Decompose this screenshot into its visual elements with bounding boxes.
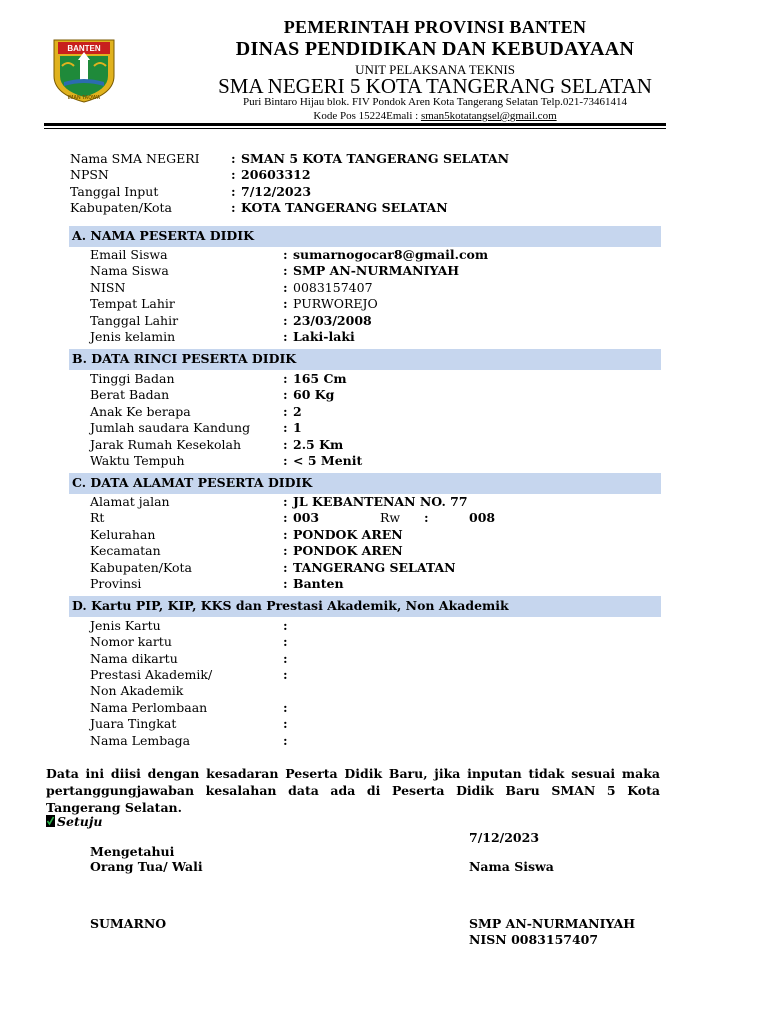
field-label: Non Akademik [90,683,184,698]
banten-logo [46,36,122,104]
field-colon: : [283,651,288,666]
rt-value: 003 [293,510,320,525]
field-label: Kelurahan [90,527,156,542]
field-value: JL KEBANTENAN NO. 77 [293,494,468,509]
header-address: Puri Bintaro Hijau blok. FIV Pondok Aren Kota Tangerang Selatan Telp.021-73461414 [242,96,628,108]
section-b-header [69,349,661,370]
rt-label: Rt [90,510,105,525]
field-label: Jumlah saudara Kandung [90,420,251,435]
header-department: DINAS PENDIDIKAN DAN KEBUDAYAAN [235,38,635,60]
field-value: Banten [293,576,344,591]
field-value: PURWOREJO [293,296,378,311]
field-colon: : [283,700,288,715]
field-label: Juara Tingkat [90,716,177,731]
field-label: Kabupaten/Kota [90,560,192,575]
school-info-value: 20603312 [241,167,311,182]
field-value: 1 [293,420,302,435]
school-info-label: Nama SMA NEGERI [70,151,200,166]
agree-checkbox[interactable] [46,815,55,827]
field-label: Jarak Rumah Kesekolah [90,437,242,452]
header-postal: Kode Pos 15224Emali : [313,110,421,122]
header-government: PEMERINTAH PROVINSI BANTEN [283,17,587,37]
field-colon: : [283,494,288,509]
field-value: 2 [293,404,302,419]
field-value: TANGERANG SELATAN [293,560,456,575]
field-label: Jenis kelamin [90,329,176,344]
field-label: Waktu Tempuh [90,453,185,468]
header-email-link[interactable]: sman5kotatangsel@gmail.com [420,110,557,122]
field-value: SMP AN-NURMANIYAH [293,263,460,278]
parent-name: SUMARNO [90,916,167,931]
field-label: Provinsi [90,576,142,591]
school-info-value: KOTA TANGERANG SELATAN [241,200,448,215]
field-label: Tinggi Badan [90,371,175,386]
section-d-title: D. Kartu PIP, KIP, KKS dan Prestasi Akademik, Non Akademik [72,598,509,613]
logo-top-text: BANTEN [67,44,101,53]
field-colon: : [283,716,288,731]
logo-bottom-text: IMAN TAQWA [67,95,101,101]
field-colon: : [283,667,288,682]
field-colon: : [283,576,288,591]
field-colon: : [283,329,288,344]
agree-label: Setuju [57,814,103,829]
school-info-label: Tanggal Input [70,184,159,199]
field-label: Anak Ke berapa [90,404,191,419]
section-b-title: B. DATA RINCI PESERTA DIDIK [72,351,297,366]
field-value: PONDOK AREN [293,527,403,542]
field-value: Laki-laki [293,329,355,344]
rw-value: 008 [469,510,496,525]
section-c-title: C. DATA ALAMAT PESERTA DIDIK [72,475,313,490]
header-rule-thick [44,123,666,126]
field-colon: : [283,247,288,262]
field-colon: : [283,634,288,649]
parent-title-line2: Orang Tua/ Wali [90,859,203,874]
field-value: sumarnogocar8@gmail.com [293,247,489,262]
field-colon: : [283,420,288,435]
parent-title-line1: Mengetahui [90,844,175,859]
section-c-header [69,473,661,494]
header-rule-thin [44,128,666,129]
field-value: 23/03/2008 [293,313,372,328]
field-value: PONDOK AREN [293,543,403,558]
header-postal-email [140,110,730,122]
field-value: 165 Cm [293,371,347,386]
school-info-colon: : [231,184,236,199]
field-colon: : [283,733,288,748]
school-info-colon: : [231,151,236,166]
field-label: Nama Siswa [90,263,169,278]
field-label: Nama Lembaga [90,733,191,748]
school-info-value: 7/12/2023 [241,184,312,199]
field-colon: : [283,543,288,558]
field-label: Nama Perlombaan [90,700,208,715]
rw-label: Rw [380,510,401,525]
field-colon: : [283,371,288,386]
field-label: NISN [90,280,126,295]
field-colon: : [283,263,288,278]
school-info-colon: : [231,167,236,182]
rw-colon: : [424,510,429,525]
school-info-colon: : [231,200,236,215]
school-info-label: NPSN [70,167,109,182]
field-colon: : [283,387,288,402]
field-colon: : [283,296,288,311]
field-colon: : [283,618,288,633]
field-label: Alamat jalan [90,494,170,509]
signature-date: 7/12/2023 [469,830,540,845]
field-colon: : [283,437,288,452]
field-colon: : [283,313,288,328]
student-nisn: NISN 0083157407 [469,932,599,947]
header-unit: UNIT PELAKSANA TEKNIS [355,62,515,77]
header-school-name: SMA NEGERI 5 KOTA TANGERANG SELATAN [218,74,652,98]
field-label: Nama dikartu [90,651,178,666]
field-label: Tanggal Lahir [90,313,179,328]
field-label: Tempat Lahir [90,296,175,311]
field-label: Jenis Kartu [90,618,161,633]
field-colon: : [283,510,288,525]
field-colon: : [283,560,288,575]
field-colon: : [283,404,288,419]
field-value: 60 Kg [293,387,335,402]
field-value: 0083157407 [293,280,373,295]
checkmark-icon [46,815,55,827]
school-info-label: Kabupaten/Kota [70,200,172,215]
field-colon: : [283,527,288,542]
field-value: < 5 Menit [293,453,363,468]
student-title: Nama Siswa [469,859,554,874]
field-label: Email Siswa [90,247,168,262]
student-name: SMP AN-NURMANIYAH [469,916,636,931]
section-a-header [69,226,661,247]
statement-paragraph: Data ini diisi dengan kesadaran Peserta Didik Baru, jika inputan tidak sesuai maka pertanggungjawaban kesalahan data ada di Peserta Didik Baru SMAN 5 Kota Tangerang Selatan. [46,766,660,815]
field-label: Berat Badan [90,387,170,402]
field-label: Kecamatan [90,543,161,558]
field-value: 2.5 Km [293,437,344,452]
section-a-title: A. NAMA PESERTA DIDIK [72,228,254,243]
field-colon: : [283,280,288,295]
field-label: Prestasi Akademik/ [90,667,213,682]
field-label: Nomor kartu [90,634,172,649]
school-info-value: SMAN 5 KOTA TANGERANG SELATAN [241,151,510,166]
field-colon: : [283,453,288,468]
section-d-header [69,596,661,617]
